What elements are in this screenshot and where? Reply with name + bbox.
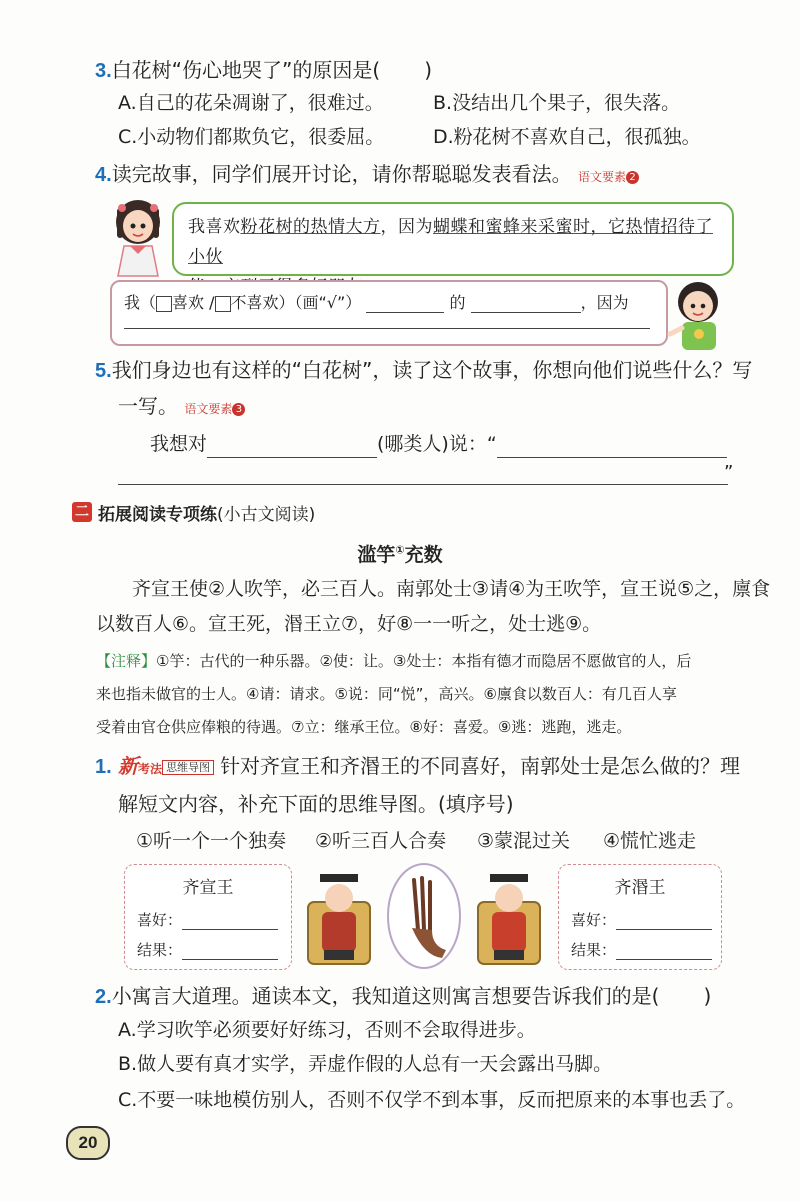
dislike-checkbox[interactable] (215, 296, 231, 312)
qi-minwang-card: 齐湣王 喜好： 结果： (558, 864, 722, 970)
q5-stem-line2: 一写。 语文要素 3 (118, 392, 245, 423)
q3-option-b[interactable]: B.没结出几个果子，很失落。 (433, 92, 681, 114)
yu-instrument-icon (384, 860, 464, 972)
question-number: 4. (95, 164, 112, 186)
choice-3: ③蒙混过关 (477, 830, 571, 852)
question-number: 3. (95, 60, 112, 82)
like-blank[interactable] (182, 929, 278, 930)
yuwen-tag: 语文要素 2 (578, 170, 639, 184)
answer-blank[interactable] (497, 457, 727, 458)
girl-illustration (108, 196, 172, 278)
notes-line-1: 【注释】①竽：古代的一种乐器。②使：让。③处士：本指有德才而隐居不愿做官的人，后 (96, 652, 692, 670)
question-number: 2. (95, 986, 112, 1008)
answer-line-1: 我（ 喜欢 / 不喜欢）（画“√”） 的 ，因为 (124, 293, 629, 312)
choice-1: ①听一个一个独奏 (136, 830, 287, 852)
q5-stem-line1: 5.我们身边也有这样的“白花树”，读了这个故事，你想向他们说些什么？写 (95, 358, 753, 382)
girl-speech-bubble: 我喜欢粉花树的热情大方，因为蝴蝶和蜜蜂来采蜜时，它热情招待了小伙 (172, 202, 734, 276)
like-blank[interactable] (616, 929, 712, 930)
passage-line-2: 以数百人⑥。宣王死，湣王立⑦，好⑧一一听之，处士逃⑨。 (96, 613, 602, 635)
e1-stem-line2: 解短文内容，补充下面的思维导图。(填序号) (118, 792, 514, 816)
answer-blank[interactable] (366, 312, 444, 313)
notes-line-2: 来也指未做官的士人。④请：请求。⑤说：同“悦”，高兴。⑥廪食以数百人：有几百人享 (96, 685, 677, 703)
answer-line-2[interactable] (124, 328, 650, 329)
mindmap-badge: 思维导图 (162, 760, 214, 775)
close-quote: ” (724, 462, 734, 483)
yuwen-tag: 语文要素 3 (184, 402, 245, 416)
e2-option-b[interactable]: B.做人要有真才实学，弄虚作假的人总有一天会露出马脚。 (118, 1053, 613, 1075)
answer-blank[interactable] (471, 312, 581, 313)
passage-line-1: 齐宣王使②人吹竽，必三百人。南郭处士③请④为王吹竽，宣王说⑤之，廪食 (132, 578, 771, 600)
page-number: 20 (66, 1126, 110, 1160)
q3-option-c[interactable]: C.小动物们都欺负它，很委屈。 (118, 126, 385, 148)
q3-stem: 3.白花树“伤心地哭了”的原因是( ) (95, 58, 433, 82)
q5-answer-line1: 我想对 (哪类人)说：“ (150, 430, 727, 458)
answer-blank[interactable] (207, 457, 377, 458)
e2-option-c[interactable]: C.不要一味地模仿别人，否则不仅学不到本事，反而把原来的本事也丢了。 (118, 1089, 746, 1111)
result-blank[interactable] (182, 959, 278, 960)
answer-bubble (110, 280, 668, 346)
q5-answer-line2[interactable] (118, 484, 728, 485)
boy-illustration (666, 276, 724, 352)
king-min-illustration (464, 862, 556, 972)
like-checkbox[interactable] (156, 296, 172, 312)
e2-stem: 2.小寓言大道理。通读本文，我知道这则寓言想要告诉我们的是( ) (95, 984, 712, 1008)
e1-stem-line1: 1. 新考法 思维导图 针对齐宣王和齐湣王的不同喜好，南郭处士是怎么做的？理 (95, 754, 741, 778)
question-number: 5. (95, 360, 112, 382)
section-title: 拓展阅读专项练(小古文阅读) (98, 505, 316, 525)
section-badge: 二 (72, 502, 92, 522)
choice-4: ④慌忙逃走 (603, 830, 697, 852)
e2-option-a[interactable]: A.学习吹竽必须要好好练习，否则不会取得进步。 (118, 1019, 536, 1041)
new-badge: 新 (118, 754, 139, 778)
result-blank[interactable] (616, 959, 712, 960)
qi-xuanwang-card: 齐宣王 喜好： 结果： (124, 864, 292, 970)
notes-line-3: 受着由官仓供应俸粮的待遇。⑦立：继承王位。⑧好：喜爱。⑨逃：逃跑，逃走。 (96, 718, 632, 736)
passage-title: 滥竽①充数 (357, 543, 443, 566)
card-title: 齐宣王 (182, 878, 234, 898)
q3-option-a[interactable]: A.自己的花朵凋谢了，很难过。 (118, 92, 384, 114)
q4-stem: 4.读完故事，同学们展开讨论，请你帮聪聪发表看法。 语文要素 2 (95, 160, 639, 191)
q3-option-d[interactable]: D.粉花树不喜欢自己，很孤独。 (433, 126, 701, 148)
choice-2: ②听三百人合奏 (315, 830, 447, 852)
question-number: 1. (95, 756, 112, 778)
card-title: 齐湣王 (614, 878, 666, 898)
king-xuan-illustration (294, 862, 384, 972)
